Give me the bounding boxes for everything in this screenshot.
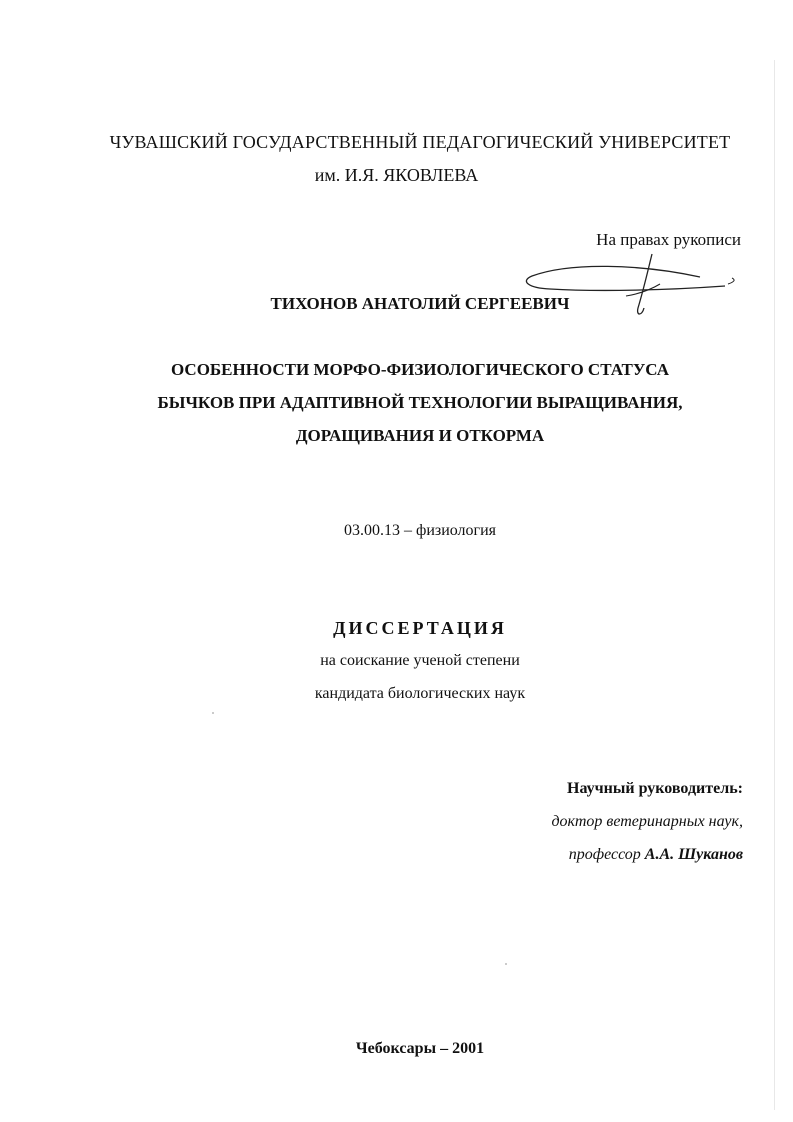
thesis-title-line-1: ОСОБЕННОСТИ МОРФО-ФИЗИОЛОГИЧЕСКОГО СТАТУСА xyxy=(170,360,669,379)
supervisor-label: Научный руководитель: xyxy=(567,780,743,797)
thesis-title-line-2: БЫЧКОВ ПРИ АДАПТИВНОЙ ТЕХНОЛОГИИ ВЫРАЩИВАНИЯ, xyxy=(157,393,683,412)
university-header: ЧУВАШСКИЙ ГОСУДАРСТВЕННЫЙ ПЕДАГОГИЧЕСКИЙ УНИВЕРСИТЕТ xyxy=(109,132,731,152)
place-and-year: Чебоксары – 2001 xyxy=(355,1040,485,1057)
degree-line-1: на соискание ученой степени xyxy=(320,652,520,669)
scan-speck xyxy=(212,712,214,714)
university-name: им. И.Я. ЯКОВЛЕВА xyxy=(314,165,479,185)
supervisor-position: профессор xyxy=(568,846,641,863)
specialty-code: 03.00.13 – физиология xyxy=(343,522,497,539)
degree-line-2: кандидата биологических наук xyxy=(314,685,526,702)
supervisor-name-line xyxy=(569,846,743,864)
work-type: ДИССЕРТАЦИЯ xyxy=(333,618,507,638)
manuscript-note: На правах рукописи xyxy=(596,230,741,249)
scan-speck xyxy=(505,963,507,965)
thesis-title-line-3: ДОРАЩИВАНИЯ И ОТКОРМА xyxy=(295,426,545,445)
author-name: ТИХОНОВ АНАТОЛИЙ СЕРГЕЕВИЧ xyxy=(270,294,570,313)
supervisor-name: А.А. Шуканов xyxy=(644,846,743,863)
supervisor-degree: доктор ветеринарных наук, xyxy=(551,813,743,830)
scan-edge xyxy=(774,60,775,1110)
